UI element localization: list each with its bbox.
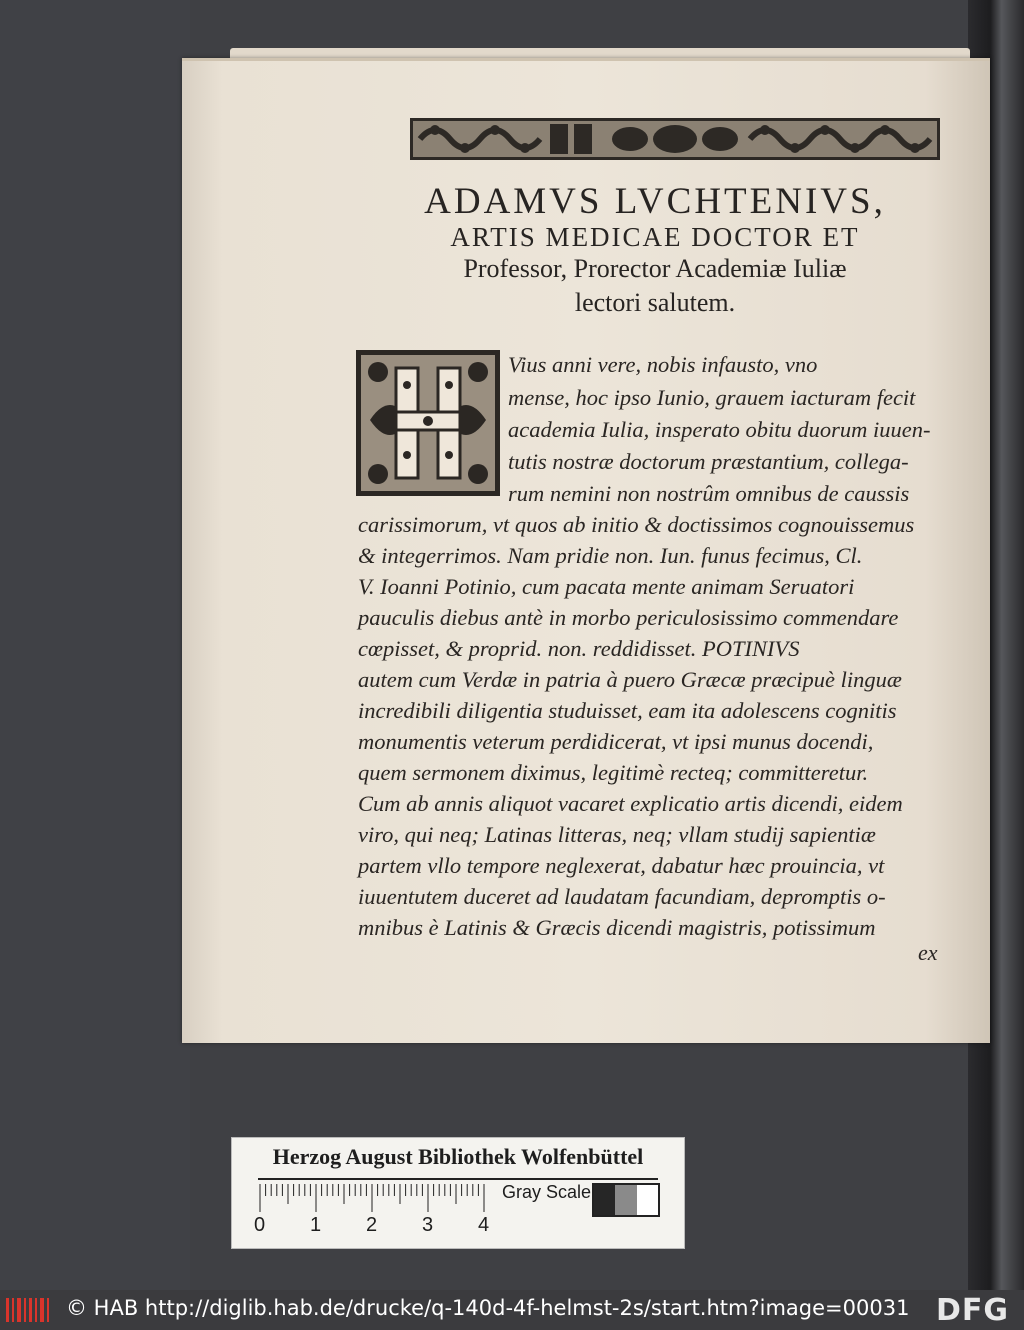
- text-line: V. Ioanni Potinio, cum pacata mente animam Seruatori: [358, 574, 855, 599]
- scan-background: [0, 0, 190, 1290]
- ruler-number: 2: [366, 1214, 378, 1236]
- text-line: mnibus è Latinis & Græcis dicendi magistris, potissimum: [358, 915, 876, 940]
- text-line: carissimorum, vt quos ab initio & doctissimos cognouissemus: [358, 512, 915, 537]
- text-line: Cum ab annis aliquot vacaret explicatio artis dicendi, eidem: [358, 791, 903, 816]
- library-name: Herzog August Bibliothek Wolfenbüttel: [272, 1144, 644, 1169]
- text-line: incredibili diligentia studuisset, eam ita adolescens cognitis: [358, 698, 897, 723]
- ruler-number: 1: [310, 1214, 322, 1236]
- text-line: pauculis diebus antè in morbo periculosissimo commendare: [358, 605, 899, 630]
- heading-author: ADAMVS LVCHTENIVS,: [424, 181, 886, 222]
- text-line: partem vllo tempore neglexerat, dabatur hæc prouincia, vt: [358, 853, 885, 878]
- gray-swatch-dark: [594, 1185, 615, 1215]
- text-line: mense, hoc ipso Iunio, grauem iacturam fecit: [508, 385, 916, 410]
- card-divider: [258, 1178, 658, 1180]
- copyright-url[interactable]: © HAB http://diglib.hab.de/drucke/q-140d-4f-helmst-2s/start.htm?image=00031: [66, 1296, 910, 1320]
- gray-scale-swatches: [592, 1183, 660, 1217]
- catchword: ex: [918, 940, 938, 965]
- text-line: Vius anni vere, nobis infausto, vno: [508, 352, 818, 377]
- text-line: quem sermonem diximus, legitimè recteq; committeretur.: [358, 760, 869, 785]
- text-line: academia Iulia, insperato obitu duorum iuuen-: [508, 417, 931, 442]
- gray-swatch-light: [637, 1185, 658, 1215]
- ruler-icon: [258, 1184, 488, 1212]
- ruler-number: 0: [254, 1214, 266, 1236]
- text-line: monumentis veterum perdidicerat, vt ipsi munus docendi,: [358, 729, 874, 754]
- decorated-initial-h-icon: [356, 350, 500, 496]
- ornament-band-icon: [410, 118, 940, 160]
- barcode-icon: [6, 1296, 50, 1324]
- ruler-number: 3: [422, 1214, 434, 1236]
- library-scale-card: [231, 1137, 685, 1249]
- heading-salutation: lectori salutem.: [574, 288, 736, 317]
- dfg-logo: DFG: [936, 1293, 1010, 1328]
- heading-office: Professor, Prorector Academiæ Iuliæ: [463, 254, 847, 283]
- text-line: viro, qui neq; Latinas litteras, neq; vllam studij sapientiæ: [358, 822, 876, 847]
- text-line: & integerrimos. Nam pridie non. Iun. funus fecimus, Cl.: [358, 543, 863, 568]
- heading-title: ARTIS MEDICAE DOCTOR ET: [450, 222, 860, 252]
- text-line: tutis nostræ doctorum præstantium, collega-: [508, 449, 909, 474]
- gray-scale-label: Gray Scale: [502, 1182, 592, 1202]
- text-line: iuuentutem duceret ad laudatam facundiam, depromptis o-: [358, 884, 886, 909]
- text-line: rum nemini non nostrûm omnibus de caussis: [508, 481, 910, 506]
- text-line: autem cum Verdæ in patria à puero Græcæ præcipuè linguæ: [358, 667, 902, 692]
- gray-swatch-mid: [615, 1185, 636, 1215]
- ruler-number: 4: [478, 1214, 490, 1236]
- text-line: cœpisset, & proprid. non. reddidisset. POTINIVS: [358, 636, 800, 661]
